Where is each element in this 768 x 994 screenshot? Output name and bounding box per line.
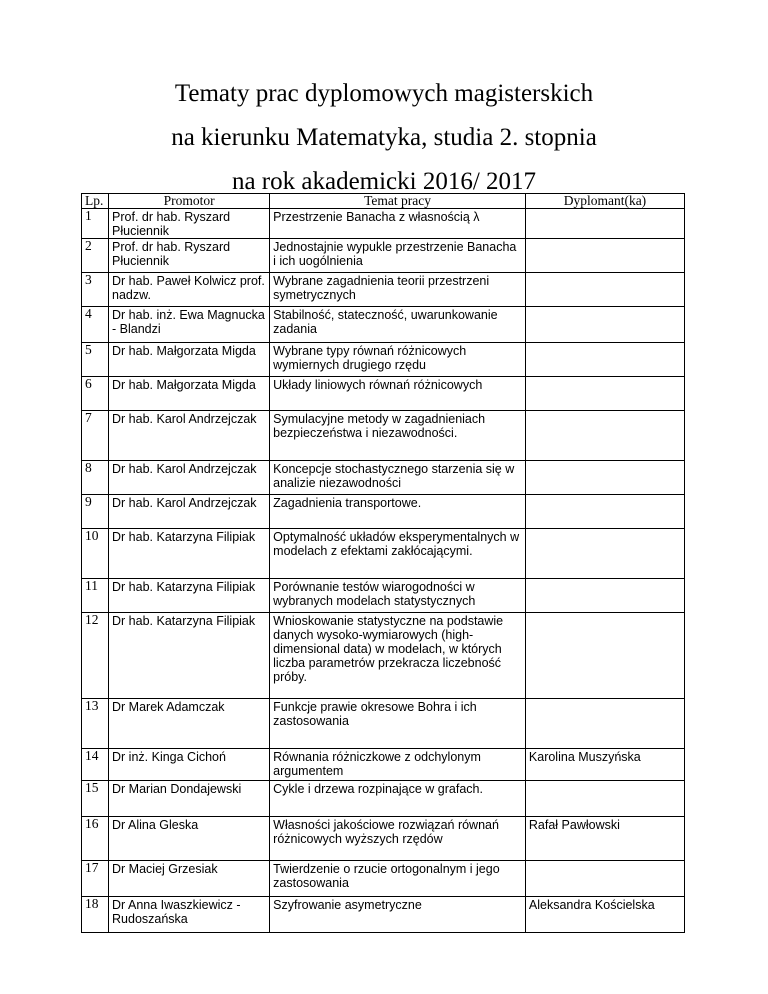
row-number: 4: [82, 307, 109, 343]
student-cell: [525, 377, 684, 411]
supervisor-cell: Dr inż. Kinga Cichoń: [109, 749, 270, 781]
table-row: [82, 529, 685, 579]
supervisor-cell: Dr hab. Karol Andrzejczak: [109, 461, 270, 495]
row-number: 10: [82, 529, 109, 579]
topic-cell: Równania różniczkowe z odchylonym argumentem: [270, 749, 526, 781]
topic-cell: Wybrane zagadnienia teorii przestrzeni symetrycznych: [270, 273, 526, 307]
row-number: 8: [82, 461, 109, 495]
topic-cell: Funkcje prawie okresowe Bohra i ich zastosowania: [270, 699, 526, 749]
topic-cell: Stabilność, stateczność, uwarunkowanie zadania: [270, 307, 526, 343]
student-cell: [525, 613, 684, 699]
table-row: [82, 749, 685, 781]
table-row: [82, 461, 685, 495]
student-cell: Karolina Muszyńska: [525, 749, 684, 781]
student-cell: [525, 273, 684, 307]
supervisor-cell: Dr hab. Karol Andrzejczak: [109, 495, 270, 529]
table-row: [82, 307, 685, 343]
table-row: [82, 239, 685, 273]
student-cell: Rafał Pawłowski: [525, 817, 684, 861]
student-cell: [525, 461, 684, 495]
student-cell: [525, 529, 684, 579]
row-number: 18: [82, 897, 109, 933]
student-cell: [525, 209, 684, 239]
table-row: [82, 273, 685, 307]
row-number: 3: [82, 273, 109, 307]
row-number: 15: [82, 781, 109, 817]
supervisor-cell: Dr hab. Karol Andrzejczak: [109, 411, 270, 461]
topic-cell: Wybrane typy równań różnicowych wymiernych drugiego rzędu: [270, 343, 526, 377]
topic-cell: Zagadnienia transportowe.: [270, 495, 526, 529]
table-header-row: [82, 194, 685, 209]
table-row: [82, 579, 685, 613]
title-line-2: na kierunku Matematyka, studia 2. stopnia: [171, 124, 597, 151]
table-row: [82, 377, 685, 411]
thesis-topics-table: [81, 193, 685, 933]
table-row: [82, 495, 685, 529]
table-row: [82, 411, 685, 461]
topic-cell: Wnioskowanie statystyczne na podstawie danych wysoko-wymiarowych (high-dimensional data) w modelach, w których liczba parametrów przekracza liczebność próby.: [270, 613, 526, 699]
table-row: [82, 897, 685, 933]
title-line-3: na rok akademicki 2016/ 2017: [231, 168, 537, 195]
supervisor-cell: Dr Alina Gleska: [109, 817, 270, 861]
table-row: [82, 699, 685, 749]
supervisor-cell: Dr hab. Małgorzata Migda: [109, 377, 270, 411]
row-number: 2: [82, 239, 109, 273]
topic-cell: Porównanie testów wiarogodności w wybranych modelach statystycznych: [270, 579, 526, 613]
row-number: 13: [82, 699, 109, 749]
topic-cell: Szyfrowanie asymetryczne: [270, 897, 526, 933]
table-row: [82, 861, 685, 897]
student-cell: Aleksandra Kościelska: [525, 897, 684, 933]
topic-cell: Twierdzenie o rzucie ortogonalnym i jego zastosowania: [270, 861, 526, 897]
row-number: 14: [82, 749, 109, 781]
supervisor-cell: Dr Maciej Grzesiak: [109, 861, 270, 897]
header-lp: Lp.: [82, 194, 109, 209]
topic-cell: Optymalność układów eksperymentalnych w modelach z efektami zakłócającymi.: [270, 529, 526, 579]
supervisor-cell: Dr hab. Katarzyna Filipiak: [109, 579, 270, 613]
student-cell: [525, 861, 684, 897]
row-number: 16: [82, 817, 109, 861]
supervisor-cell: Dr Marian Dondajewski: [109, 781, 270, 817]
table-row: [82, 343, 685, 377]
table-row: [82, 781, 685, 817]
row-number: 7: [82, 411, 109, 461]
topic-cell: Układy liniowych równań różnicowych: [270, 377, 526, 411]
student-cell: [525, 781, 684, 817]
supervisor-cell: Dr hab. Małgorzata Migda: [109, 343, 270, 377]
topic-cell: Jednostajnie wypukle przestrzenie Banacha i ich uogólnienia: [270, 239, 526, 273]
supervisor-cell: Prof. dr hab. Ryszard Płuciennik: [109, 209, 270, 239]
header-dyplomant: Dyplomant(ka): [525, 194, 684, 209]
supervisor-cell: Dr Anna Iwaszkiewicz - Rudoszańska: [109, 897, 270, 933]
document-title: [0, 78, 768, 196]
topic-cell: Cykle i drzewa rozpinające w grafach.: [270, 781, 526, 817]
table-row: [82, 817, 685, 861]
topic-cell: Własności jakościowe rozwiązań równań różnicowych wyższych rzędów: [270, 817, 526, 861]
table-row: [82, 613, 685, 699]
supervisor-cell: Dr hab. Katarzyna Filipiak: [109, 613, 270, 699]
row-number: 17: [82, 861, 109, 897]
topic-cell: Koncepcje stochastycznego starzenia się w analizie niezawodności: [270, 461, 526, 495]
student-cell: [525, 699, 684, 749]
header-temat: Temat pracy: [270, 194, 526, 209]
header-promotor: Promotor: [109, 194, 270, 209]
row-number: 9: [82, 495, 109, 529]
title-line-1: Tematy prac dyplomowych magisterskich: [174, 80, 594, 107]
student-cell: [525, 411, 684, 461]
row-number: 11: [82, 579, 109, 613]
row-number: 1: [82, 209, 109, 239]
row-number: 6: [82, 377, 109, 411]
student-cell: [525, 239, 684, 273]
supervisor-cell: Prof. dr hab. Ryszard Płuciennik: [109, 239, 270, 273]
supervisor-cell: Dr hab. Katarzyna Filipiak: [109, 529, 270, 579]
topic-cell: Symulacyjne metody w zagadnieniach bezpieczeństwa i niezawodności.: [270, 411, 526, 461]
student-cell: [525, 579, 684, 613]
topic-cell: Przestrzenie Banacha z własnością λ: [270, 209, 526, 239]
table-body: [82, 209, 685, 933]
student-cell: [525, 343, 684, 377]
supervisor-cell: Dr hab. inż. Ewa Magnucka - Blandzi: [109, 307, 270, 343]
student-cell: [525, 495, 684, 529]
table-row: [82, 209, 685, 239]
supervisor-cell: Dr Marek Adamczak: [109, 699, 270, 749]
row-number: 5: [82, 343, 109, 377]
row-number: 12: [82, 613, 109, 699]
supervisor-cell: Dr hab. Paweł Kolwicz prof. nadzw.: [109, 273, 270, 307]
student-cell: [525, 307, 684, 343]
